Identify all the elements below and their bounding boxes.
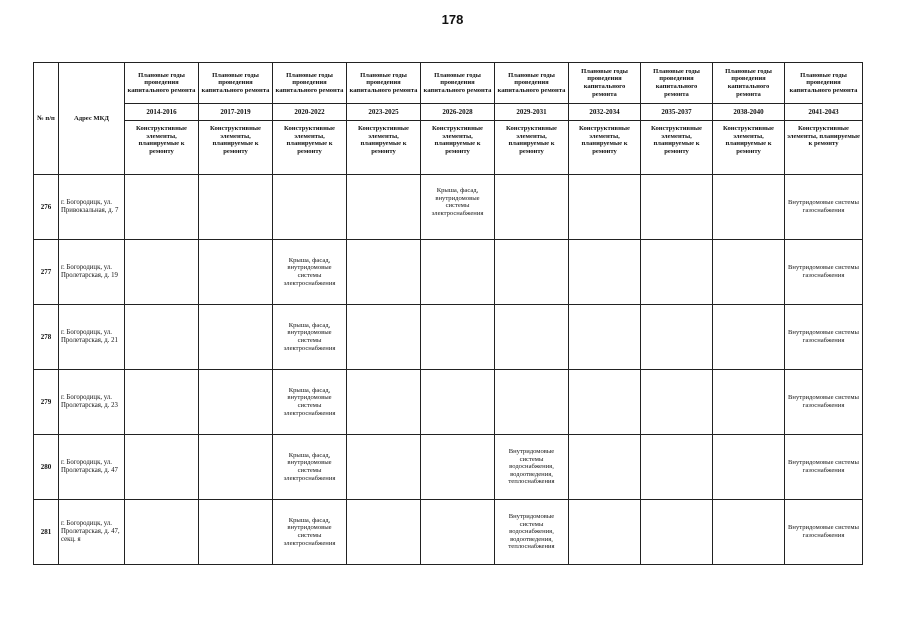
repair-cell: Крыша, фасад, внутридомовые системы электроснабжения: [273, 500, 347, 565]
row-number: 276: [34, 175, 59, 240]
repair-cell: Крыша, фасад, внутридомовые системы электроснабжения: [273, 305, 347, 370]
page-number: 178: [441, 12, 464, 27]
repair-cell: [641, 435, 713, 500]
period-years-header: 2035-2037: [641, 104, 713, 121]
repair-cell: [641, 305, 713, 370]
repair-cell: [641, 500, 713, 565]
table-body: [34, 175, 863, 565]
table-row: [34, 305, 863, 370]
num-header: № п/п: [34, 63, 59, 175]
period-years-header: 2017-2019: [199, 104, 273, 121]
repair-cell: Внутридомовые системы газоснабжения: [785, 435, 863, 500]
period-years-header: 2038-2040: [713, 104, 785, 121]
row-address: г. Богородицк, ул. Пролетарская, д. 47, секц. я: [59, 500, 125, 565]
period-title-header: Плановые годы проведения капитального ремонта: [421, 63, 495, 104]
period-title-header: Плановые годы проведения капитального ремонта: [199, 63, 273, 104]
period-elements-header: Конструктивные элементы, планируемые к ремонту: [347, 121, 421, 175]
period-years-header: 2014-2016: [125, 104, 199, 121]
repair-cell: [125, 435, 199, 500]
period-elements-header: Конструктивные элементы, планируемые к ремонту: [273, 121, 347, 175]
repair-cell: [199, 370, 273, 435]
table-header: [34, 63, 863, 175]
period-title-header: Плановые годы проведения капитального ремонта: [641, 63, 713, 104]
repair-cell: [199, 305, 273, 370]
repair-cell: Внутридомовые системы газоснабжения: [785, 305, 863, 370]
row-number: 277: [34, 240, 59, 305]
period-title-header: Плановые годы проведения капитального ремонта: [569, 63, 641, 104]
repair-cell: Внутридомовые системы водоснабжения, водоотведения, теплоснабжения: [495, 435, 569, 500]
repair-cell: [125, 175, 199, 240]
period-years-header: 2023-2025: [347, 104, 421, 121]
period-elements-header: Конструктивные элементы, планируемые к ремонту: [713, 121, 785, 175]
repair-cell: Внутридомовые системы газоснабжения: [785, 500, 863, 565]
repair-cell: [199, 435, 273, 500]
row-number: 280: [34, 435, 59, 500]
period-elements-header: Конструктивные элементы, планируемые к ремонту: [199, 121, 273, 175]
row-address: г. Богородицк, ул. Пролетарская, д. 47: [59, 435, 125, 500]
period-years-header: 2041-2043: [785, 104, 863, 121]
period-title-header: Плановые годы проведения капитального ремонта: [125, 63, 199, 104]
repair-cell: [421, 240, 495, 305]
repair-cell: [273, 175, 347, 240]
repair-cell: [641, 240, 713, 305]
period-title-header: Плановые годы проведения капитального ремонта: [713, 63, 785, 104]
repair-cell: [125, 240, 199, 305]
row-address: г. Богородицк, ул. Пролетарская, д. 19: [59, 240, 125, 305]
repair-cell: Внутридомовые системы газоснабжения: [785, 240, 863, 305]
row-number: 278: [34, 305, 59, 370]
table-row: [34, 240, 863, 305]
repair-cell: [125, 305, 199, 370]
repair-cell: [713, 175, 785, 240]
period-title-header: Плановые годы проведения капитального ремонта: [273, 63, 347, 104]
row-number: 281: [34, 500, 59, 565]
repair-cell: [421, 305, 495, 370]
repair-cell: Крыша, фасад, внутридомовые системы электроснабжения: [273, 435, 347, 500]
repair-cell: [347, 240, 421, 305]
repair-cell: Крыша, фасад, внутридомовые системы электроснабжения: [421, 175, 495, 240]
row-address: г. Богородицк, ул. Пролетарская, д. 23: [59, 370, 125, 435]
repair-cell: [347, 305, 421, 370]
period-years-header: 2026-2028: [421, 104, 495, 121]
repair-cell: [199, 500, 273, 565]
table-row: [34, 175, 863, 240]
period-elements-header: Конструктивные элементы, планируемые к ремонту: [569, 121, 641, 175]
repair-cell: [641, 370, 713, 435]
repair-cell: Внутридомовые системы водоснабжения, водоотведения, теплоснабжения: [495, 500, 569, 565]
period-title-header: Плановые годы проведения капитального ремонта: [347, 63, 421, 104]
repair-cell: [199, 175, 273, 240]
repair-cell: [199, 240, 273, 305]
repair-cell: [569, 305, 641, 370]
period-title-header: Плановые годы проведения капитального ремонта: [785, 63, 863, 104]
row-address: г. Богородицк, ул. Привокзальная, д. 7: [59, 175, 125, 240]
period-elements-header: Конструктивные элементы, планируемые к ремонту: [495, 121, 569, 175]
repair-cell: [569, 240, 641, 305]
repair-cell: [125, 500, 199, 565]
repair-cell: [569, 500, 641, 565]
repair-cell: [125, 370, 199, 435]
repair-cell: [713, 240, 785, 305]
repair-cell: [713, 370, 785, 435]
period-elements-header: Конструктивные элементы, планируемые к ремонту: [125, 121, 199, 175]
repair-cell: [347, 370, 421, 435]
repair-cell: [495, 370, 569, 435]
table-row: [34, 435, 863, 500]
repair-cell: [421, 370, 495, 435]
repair-cell: [347, 500, 421, 565]
repair-cell: [569, 435, 641, 500]
period-elements-header: Конструктивные элементы, планируемые к ремонту: [785, 121, 863, 175]
period-years-header: 2020-2022: [273, 104, 347, 121]
period-elements-header: Конструктивные элементы, планируемые к ремонту: [421, 121, 495, 175]
repair-cell: [495, 305, 569, 370]
period-elements-header: Конструктивные элементы, планируемые к ремонту: [641, 121, 713, 175]
capital-repair-table: [33, 62, 863, 565]
repair-cell: Крыша, фасад, внутридомовые системы электроснабжения: [273, 370, 347, 435]
repair-cell: Внутридомовые системы газоснабжения: [785, 370, 863, 435]
repair-cell: [569, 370, 641, 435]
period-title-header: Плановые годы проведения капитального ремонта: [495, 63, 569, 104]
repair-cell: Внутридомовые системы газоснабжения: [785, 175, 863, 240]
repair-cell: [421, 500, 495, 565]
repair-cell: Крыша, фасад, внутридомовые системы электроснабжения: [273, 240, 347, 305]
repair-cell: [713, 500, 785, 565]
row-address: г. Богородицк, ул. Пролетарская, д. 21: [59, 305, 125, 370]
repair-cell: [713, 435, 785, 500]
repair-cell: [495, 175, 569, 240]
repair-cell: [713, 305, 785, 370]
table-row: [34, 500, 863, 565]
address-header: Адрес МКД: [59, 63, 125, 175]
repair-cell: [347, 175, 421, 240]
repair-cell: [641, 175, 713, 240]
repair-cell: [495, 240, 569, 305]
repair-cell: [347, 435, 421, 500]
table-row: [34, 370, 863, 435]
row-number: 279: [34, 370, 59, 435]
period-years-header: 2032-2034: [569, 104, 641, 121]
repair-cell: [421, 435, 495, 500]
repair-cell: [569, 175, 641, 240]
period-years-header: 2029-2031: [495, 104, 569, 121]
